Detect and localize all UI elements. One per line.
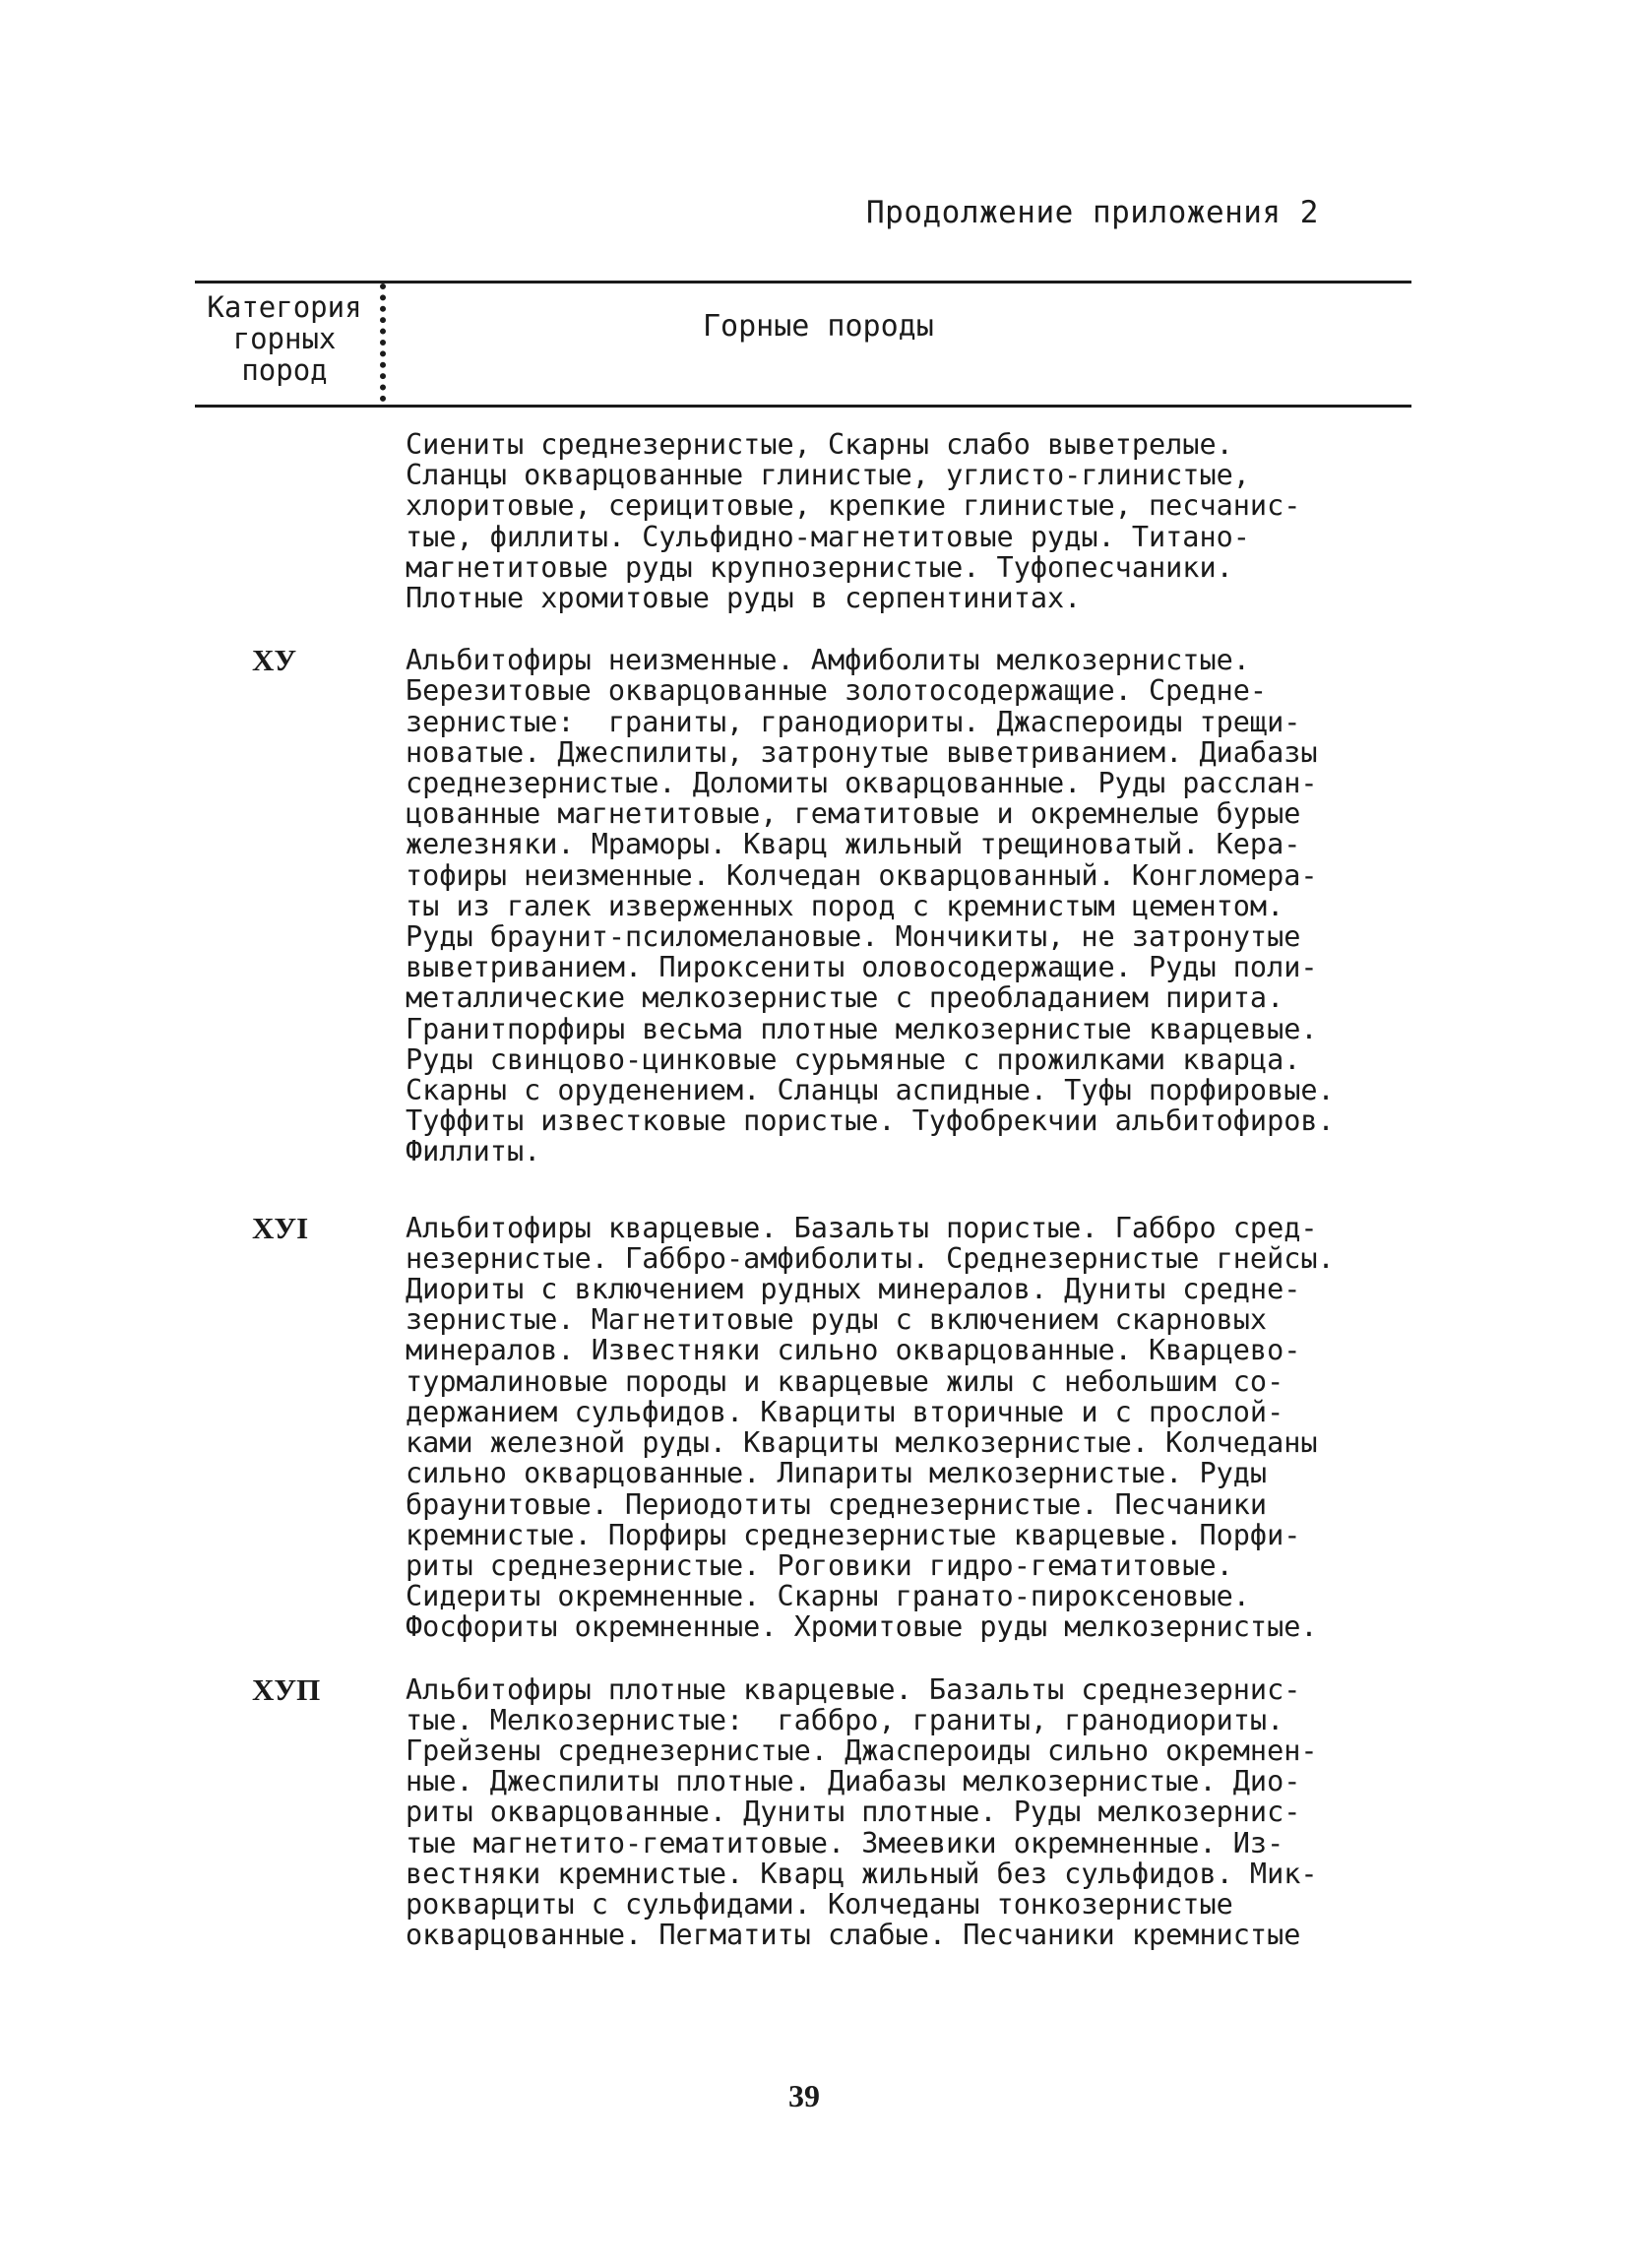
row-rocks-text: Альбитофиры плотные кварцевые. Базальты среднезернис- тые. Мелкозернистые: габбро, граниты, гранодиориты. Грейзены среднезернистые. Джаспероиды сильно окремнен- ные. Джеспилиты плотные. Диабазы мелкозернистые. Дио- риты окварцованные. Дуниты плотные. Руды мелкозернис- тые магнетито-гематитовые. Змеевики окремненные. Из- вестняки кремнистые. Кварц жильный без сульфидов. Мик- рокварциты с сульфидами. Колчеданы тонкозернистые окварцованные. Пегматиты слабые. Песчаники кремнистые [406,1672,1318,1952]
column-header-category-line: горных [232,322,337,355]
table-body [195,429,1425,1982]
column-header-category-line: Категория [207,290,362,324]
column-header-rocks: Горные породы [703,309,934,344]
page-number: 39 [788,2078,820,2113]
table-header-rule [195,405,1411,408]
row-category: ХУ [252,643,297,678]
column-separator-dots [380,284,406,402]
row-category: ХУП [252,1671,321,1707]
table-top-rule [195,281,1411,284]
page-header: Продолжение приложения 2 [866,195,1319,230]
row-category: ХУI [252,1210,309,1245]
table-row [195,1210,1425,1644]
row-rocks-text: Альбитофиры неизменные. Амфиболиты мелкозернистые. Березитовые окварцованные золотосодержащие. Средне- зернистые: граниты, гранодиориты. Джаспероиды трещи- новатые. Джеспилиты, затронутые выветриванием. Диабазы среднезернистые. Доломиты окварцованные. Руды расслан- цованные магнетитовые, гематитовые и окремнелые бурые железняки. Мраморы. Кварц жильный трещиноватый. Кера- тофиры неизменные. Колчедан окварцованный. Конгломера- ты из галек изверженных пород с кремнистым цементом. Руды браунит-псиломелановые. Мончикиты, не затронутые выветриванием. Пироксениты оловосодержащие. Руды поли- металлические мелкозернистые с преобладанием пирита. Гранитпорфиры весьма плотные мелкозернистые кварцевые. Руды свинцово-цинковые сурьмяные с прожилками кварца. Скарны с оруденением. Сланцы аспидные. Туфы порфировые. Туффиты известковые пористые. Туфобрекчии альбитофиров. Филлиты. [406,644,1335,1168]
row-rocks-text: Сиениты среднезернистые, Скарны слабо выветрелые. Сланцы окварцованные глинистые, углисто-глинистые, хлоритовые, серицитовые, крепкие глинистые, песчанис- тые, филлиты. Сульфидно-магнетитовые руды. Титано- магнетитовые руды крупнозернистые. Туфопесчаники. Плотные хромитовые руды в серпентинитах. [406,428,1301,615]
table-row [195,645,1425,1166]
table-row [195,429,1425,613]
table-row [195,1671,1425,1952]
column-header-category [195,291,374,386]
column-header-category-line: пород [241,353,328,387]
row-rocks-text: Альбитофиры кварцевые. Базальты пористые. Габбро сред- незернистые. Габбро-амфиболиты. Среднезернистые гнейсы. Диориты с включением рудных минералов. Дуниты средне- зернистые. Магнетитовые руды с включением скарновых минералов. Известняки сильно окварцованные. Кварцево- турмалиновые породы и кварцевые жилы с небольшим со- держанием сульфидов. Кварциты вторичные и с прослой- ками железной руды. Кварциты мелкозернистые. Колчеданы сильно окварцованные. Липариты мелкозернистые. Руды браунитовые. Периодотиты среднезернистые. Песчаники кремнистые. Порфиры среднезернистые кварцевые. Порфи- риты среднезернистые. Роговики гидро-гематитовые. Сидериты окремненные. Скарны гранато-пироксеновые. Фосфориты окремненные. Хромитовые руды мелкозернистые. [406,1211,1335,1644]
